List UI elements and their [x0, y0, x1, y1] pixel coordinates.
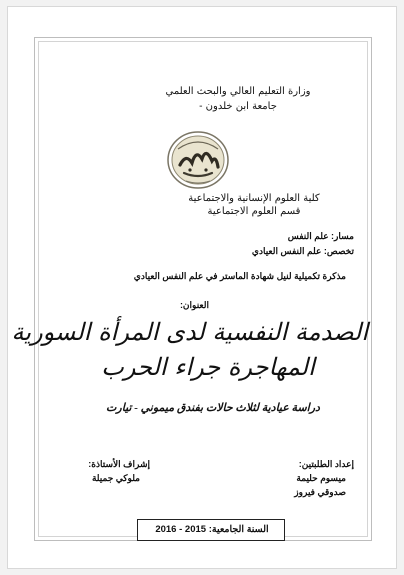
university-name: جامعة ابن خلدون - [199, 101, 277, 112]
ministry-name: وزارة التعليم العالي والبحث العلمي [165, 86, 311, 97]
student-name: ميسوم حليمة [296, 473, 346, 483]
track-label: مسار: علم النفس [287, 231, 354, 241]
department-name: قسم العلوم الاجتماعية [207, 206, 301, 217]
specialization-label: تخصص: علم النفس العيادي [251, 246, 354, 256]
academic-year-box [137, 519, 285, 541]
student-name: صدوقي فيروز [294, 487, 346, 497]
thesis-title-line1: الصدمة النفسية لدى المرأة السورية [11, 318, 368, 346]
thesis-title-line2: المهاجرة جراء الحرب [101, 353, 315, 381]
faculty-name: كلية العلوم الإنسانية والاجتماعية [188, 193, 320, 204]
memo-description: مذكرة تكميلية لنيل شهادة الماستر في علم النفس العيادي [133, 271, 346, 281]
study-subtitle: دراسة عيادية لثلاث حالات بفندق ميموني - تيارت [106, 402, 320, 414]
title-label: العنوان: [179, 300, 209, 310]
document-page [7, 6, 397, 569]
supervisor-label: إشراف الأستاذة: [88, 459, 150, 469]
students-label: إعداد الطلبتين: [298, 459, 354, 469]
supervisor-name: ملوكي جميلة [91, 473, 140, 483]
university-logo [166, 129, 230, 191]
academic-year: السنة الجامعية: 2015 - 2016 [155, 524, 269, 535]
